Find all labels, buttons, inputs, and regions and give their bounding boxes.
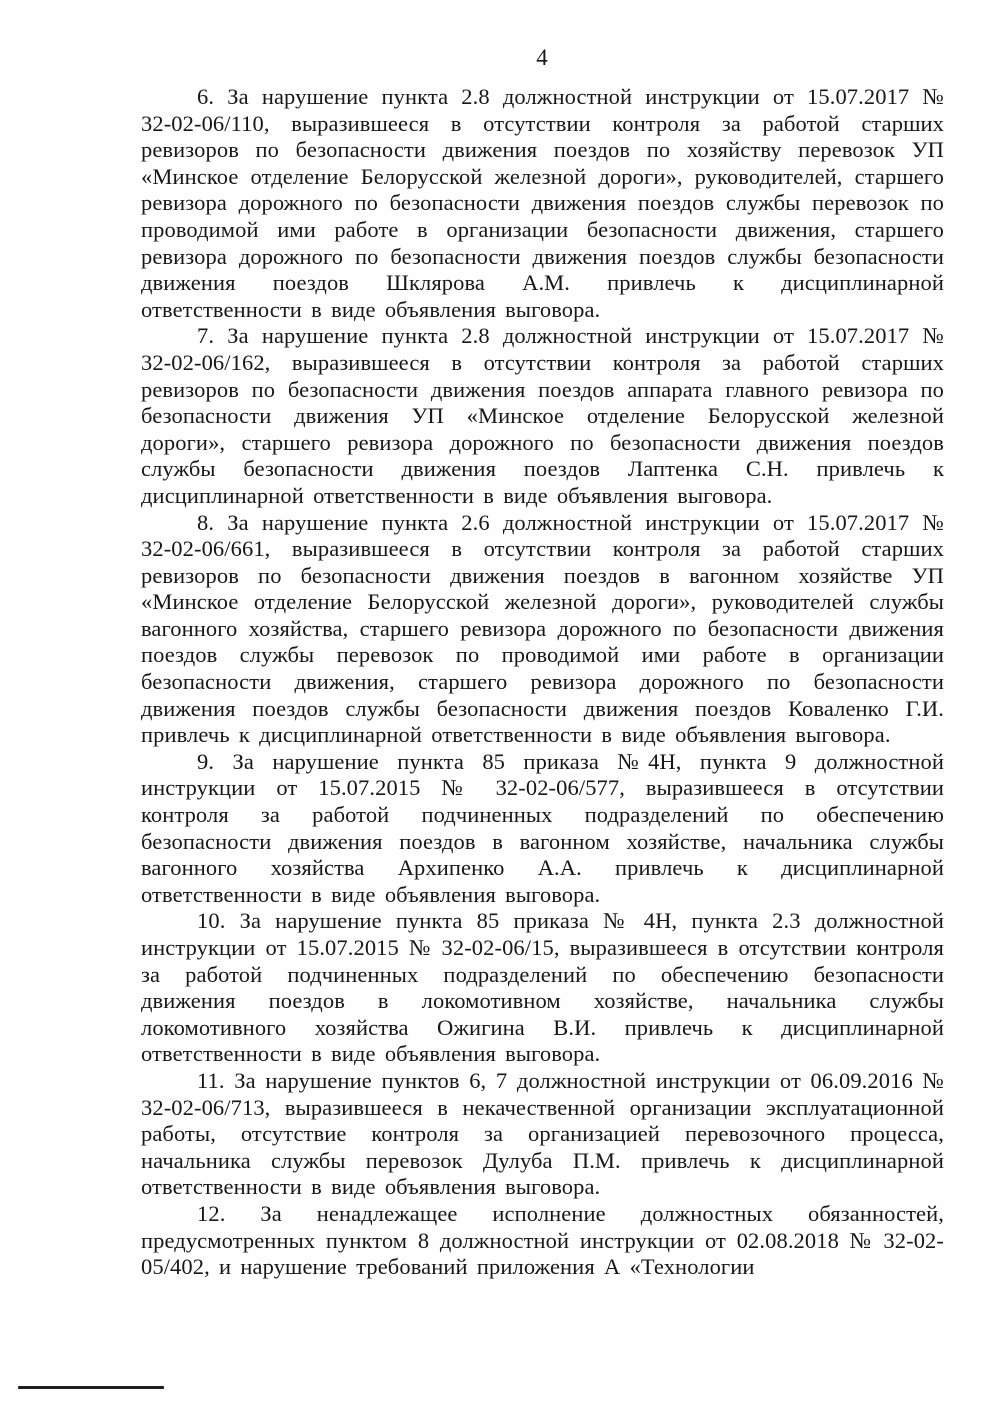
paragraph-item-8: 8. За нарушение пункта 2.6 должностной инструкции от 15.07.2017 № 32-02-06/661, выразившееся в отсутствии контроля за работой старших ревизоров по безопасности движения поездов в вагонном хозяйстве УП «Минское отделение Белорусской железной дороги», руководителей службы вагонного хозяйства, старшего ревизора дорожного по безопасности движения поездов службы перевозок по проводимой ими работе в организации безопасности движения, старшего ревизора дорожного по безопасности движения поездов службы безопасности движения поездов Коваленко Г.И. привлечь к дисциплинарной ответственности в виде объявления выговора. <box>141 509 944 748</box>
paragraph-item-11: 11. За нарушение пунктов 6, 7 должностной инструкции от 06.09.2016 № 32-02-06/713, выразившееся в некачественной организации эксплуатационной работы, отсутствие контроля за организацией перевозочного процесса, начальника службы перевозок Дулуба П.М. привлечь к дисциплинарной ответственности в виде объявления выговора. <box>141 1067 944 1200</box>
document-body <box>141 84 944 1281</box>
footer-scan-mark <box>18 1386 164 1389</box>
paragraph-item-6: 6. За нарушение пункта 2.8 должностной инструкции от 15.07.2017 № 32-02-06/110, выразившееся в отсутствии контроля за работой старших ревизоров по безопасности движения поездов по хозяйству перевозок УП «Минское отделение Белорусской железной дороги», руководителей, старшего ревизора дорожного по безопасности движения поездов службы перевозок по проводимой ими работе в организации безопасности движения, старшего ревизора дорожного по безопасности движения поездов службы безопасности движения поездов Шклярова А.М. привлечь к дисциплинарной ответственности в виде объявления выговора. <box>141 84 944 322</box>
paragraph-item-9: 9. За нарушение пункта 85 приказа №4Н, пункта 9 должностной инструкции от 15.07.2015 № 32-02-06/577, выразившееся в отсутствии контроля за работой подчиненных подразделений по обеспечению безопасности движения поездов в вагонном хозяйстве, начальника службы вагонного хозяйства Архипенко А.А. привлечь к дисциплинарной ответственности в виде объявления выговора. <box>141 748 944 907</box>
page-number: 4 <box>536 45 548 70</box>
paragraph-item-7: 7. За нарушение пункта 2.8 должностной инструкции от 15.07.2017 № 32-02-06/162, выразившееся в отсутствии контроля за работой старших ревизоров по безопасности движения поездов аппарата главного ревизора по безопасности движения УП «Минское отделение Белорусской железной дороги», старшего ревизора дорожного по безопасности движения поездов службы безопасности движения поездов Лаптенка С.Н. привлечь к дисциплинарной ответственности в виде объявления выговора. <box>141 323 944 508</box>
paragraph-item-10: 10. За нарушение пункта 85 приказа № 4Н, пункта 2.3 должностной инструкции от 15.07.2015 № 32-02-06/15, выразившееся в отсутствии контроля за работой подчиненных подразделений по обеспечению безопасности движения поездов в локомотивном хозяйстве, начальника службы локомотивного хозяйства Ожигина В.И. привлечь к дисциплинарной ответственности в виде объявления выговора. <box>141 908 944 1067</box>
paragraph-item-12: 12. За ненадлежащее исполнение должностных обязанностей, предусмотренных пунктом 8 должностной инструкции от 02.08.2018 № 32-02-05/402, и нарушение требований приложения А «Технологии <box>141 1200 944 1280</box>
